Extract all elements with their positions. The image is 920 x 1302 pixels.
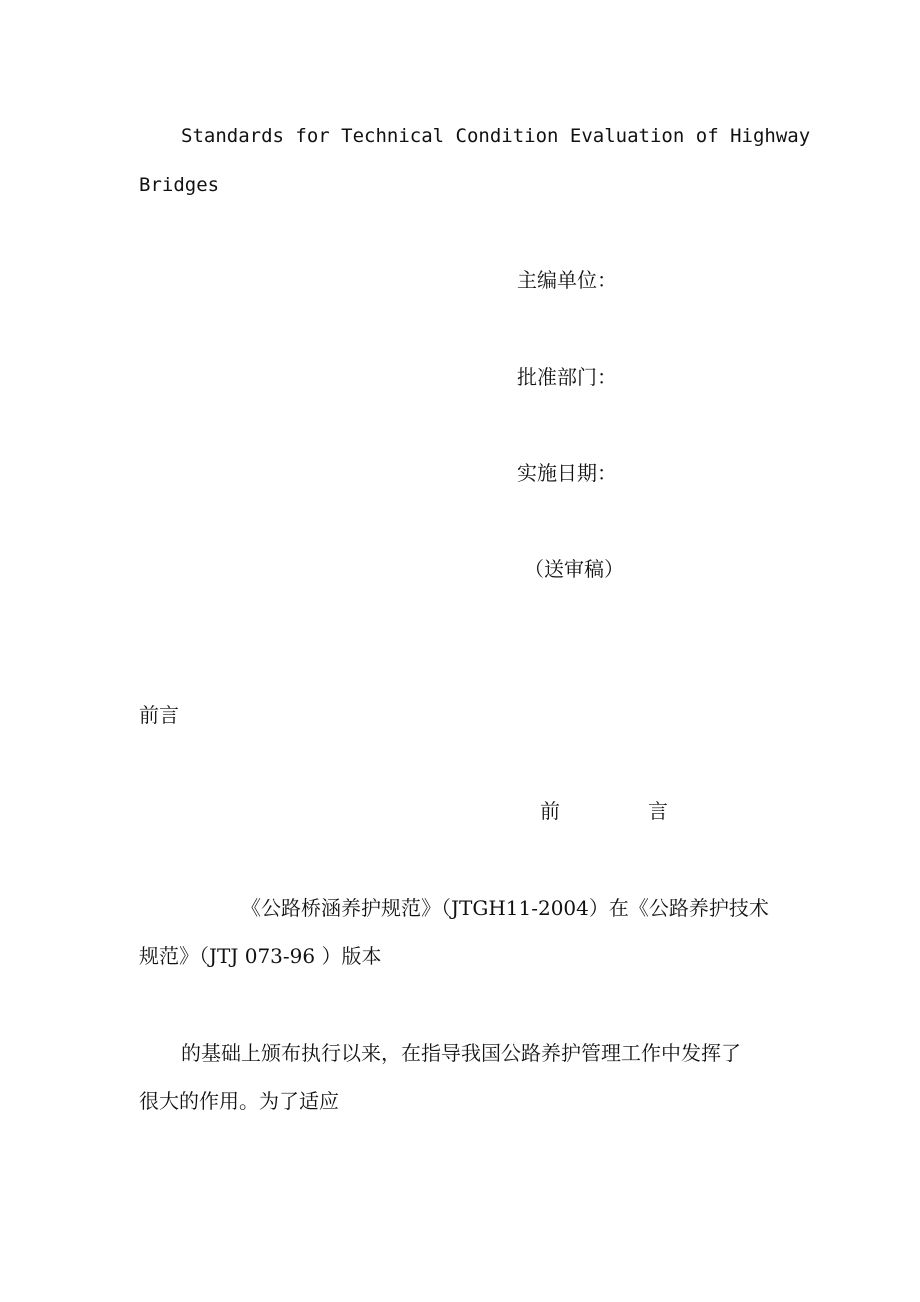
approval-department-label: 批准部门： (517, 365, 617, 389)
editor-unit-label: 主编单位： (517, 268, 617, 292)
preface-heading-left-char: 前 (540, 799, 560, 823)
english-title-line-2: Bridges (139, 174, 220, 196)
paragraph-1-line-2: 规范》（JTJ 073-96 ）版本 (139, 944, 382, 968)
paragraph-1-line-1: 《公路桥涵养护规范》（JTGH11-2004）在《公路养护技术 (241, 896, 769, 920)
preface-section-label: 前言 (139, 703, 179, 727)
preface-heading-right-char: 言 (648, 799, 668, 823)
english-title-line-1: Standards for Technical Condition Evaluation of Highway (181, 125, 811, 147)
paragraph-2-line-2: 很大的作用。为了适应 (139, 1089, 339, 1113)
paragraph-2-line-1: 的基础上颁布执行以来，在指导我国公路养护管理工作中发挥了 (181, 1041, 741, 1065)
implementation-date-label: 实施日期： (517, 461, 617, 485)
draft-for-review-note: （送审稿） (524, 557, 624, 581)
